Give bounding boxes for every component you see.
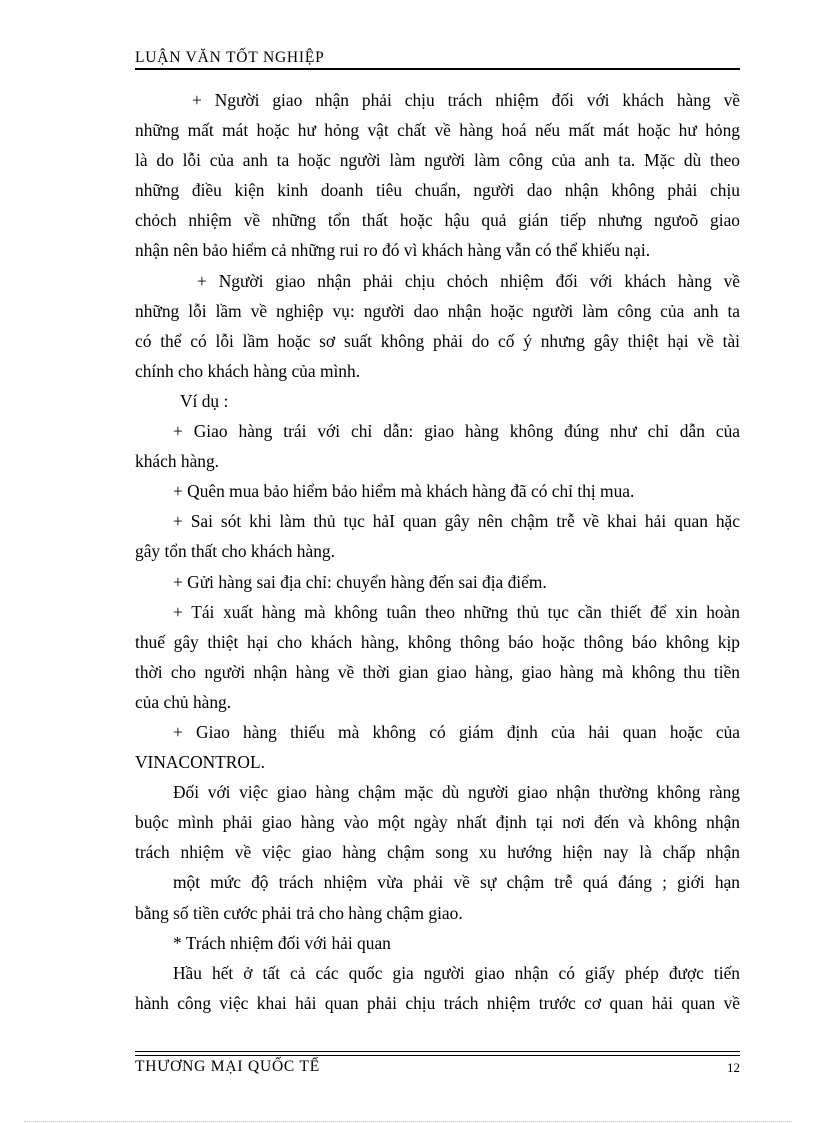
text-line: + Người giao nhận phải chịu chỏch nhiệm đối với khách hàng về — [197, 270, 740, 291]
text-line: là do lỗi của anh ta hoặc người làm người làm công của anh ta. Mặc dù theo — [135, 150, 740, 171]
text-line: thời cho người nhận hàng về thời gian giao hàng, giao hàng mà không thu tiền — [135, 661, 740, 682]
text-line: + Giao hàng thiếu mà không có giám định của hải quan hoặc của — [173, 721, 740, 742]
text-line: những lỗi lầm về nghiệp vụ: người dao nhận hoặc người làm công của anh ta — [135, 300, 740, 321]
text-line: buộc mình phải giao hàng vào một ngày nhất định tại nơi đến và không nhận — [135, 812, 740, 833]
text-line: Ví dụ : — [180, 390, 229, 411]
text-line: khách hàng. — [135, 451, 220, 472]
text-line: một mức độ trách nhiệm vừa phải về sự chậm trễ quá đáng ; giới hạn — [173, 872, 740, 893]
text-line: Đối với việc giao hàng chậm mặc dù người giao nhận thường không ràng — [173, 782, 740, 803]
header-rule — [135, 68, 740, 70]
text-line: chỏch nhiệm về những tổn thất hoặc hậu quả gián tiếp nhưng ngưoõ giao — [135, 210, 740, 231]
text-line: bằng số tiền cước phải trả cho hàng chậm giao. — [135, 902, 463, 923]
text-line: những điều kiện kinh doanh tiêu chuẩn, người dao nhận không phải chịu — [135, 180, 740, 201]
footer-title: THƯƠNG MẠI QUỐC TẾ — [135, 1058, 321, 1075]
page-number: 12 — [727, 1060, 740, 1075]
text-line: trách nhiệm về việc giao hàng chậm song xu hướng hiện nay là chấp nhận — [135, 842, 740, 863]
text-line: * Trách nhiệm đối với hải quan — [173, 932, 391, 953]
text-line: những mất mát hoặc hư hỏng vật chất về hàng hoá nếu mất mát hoặc hư hỏng — [135, 120, 740, 141]
page-edge-divider — [24, 1121, 792, 1122]
text-line: + Giao hàng trái với chỉ dẫn: giao hàng không đúng như chỉ dẫn của — [173, 421, 740, 442]
text-line: gây tổn thất cho khách hàng. — [135, 541, 335, 562]
text-line: thuế gây thiệt hại cho khách hàng, không thông báo hoặc thông báo không kịp — [135, 631, 740, 652]
text-line: + Người giao nhận phải chịu trách nhiệm đối với khách hàng về — [192, 90, 740, 110]
text-line: VINACONTROL. — [135, 752, 265, 773]
text-line: hành công việc khai hải quan phải chịu trách nhiệm trước cơ quan hải quan về — [135, 992, 740, 1013]
text-line: + Quên mua bảo hiểm bảo hiểm mà khách hàng đã có chỉ thị mua. — [173, 481, 635, 502]
text-line: Hầu hết ở tất cả các quốc gia người giao nhận có giấy phép được tiến — [173, 962, 740, 983]
text-line: + Gửi hàng sai địa chỉ: chuyển hàng đến sai địa điểm. — [173, 571, 547, 592]
body-text — [135, 85, 740, 1018]
text-line: của chủ hàng. — [135, 691, 232, 712]
text-line: + Tái xuất hàng mà không tuân theo những thủ tục cần thiết để xin hoàn — [173, 601, 740, 622]
text-line: có thể có lỗi lầm hoặc sơ suất không phải do cố ý nhưng gây thiệt hại về tài — [135, 330, 740, 351]
text-line: nhận nên bảo hiểm cả những rui ro đó vì khách hàng vẫn có thể khiếu nại. — [135, 240, 651, 261]
text-line: chính cho khách hàng của mình. — [135, 360, 361, 381]
header-title: LUẬN VĂN TỐT NGHIỆP — [135, 49, 325, 66]
text-line: + Sai sót khi làm thủ tục hảI quan gây nên chậm trễ về khai hải quan hặc — [173, 511, 740, 532]
footer-rule — [135, 1051, 740, 1056]
